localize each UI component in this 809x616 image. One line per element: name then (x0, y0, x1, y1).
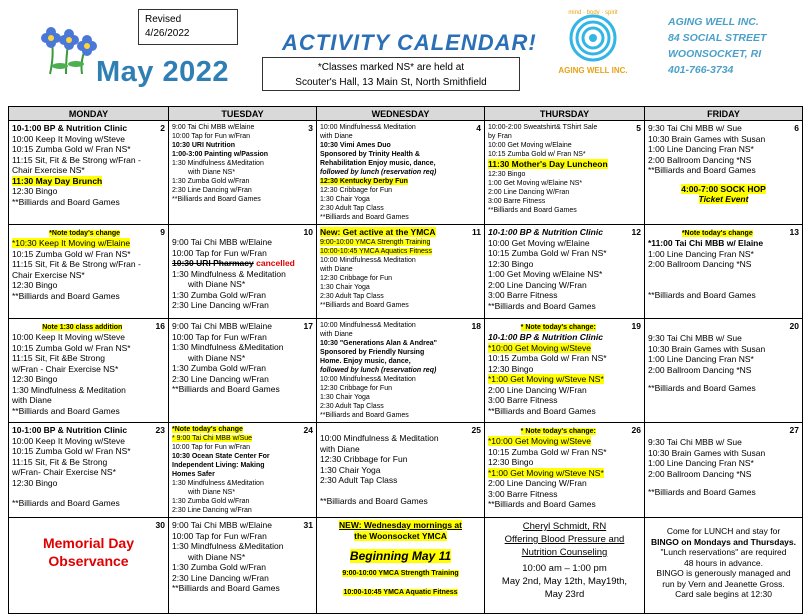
activity: 2:30 Adult Tap Class (320, 475, 398, 485)
activity: 2:30 Adult Tap Class (320, 292, 384, 300)
activity-highlight: 11:30 Mother's Day Luncheon (488, 159, 608, 169)
activity: 12:30 Cribbage for Fun (320, 187, 392, 194)
ymca-heading: the Woonsocket YMCA (354, 530, 447, 541)
activity: **Billiards and Board Games (488, 300, 596, 311)
info-line: BINGO on Mondays and Thursdays. (651, 536, 796, 547)
org-street: 84 SOCIAL STREET (668, 32, 767, 44)
activity-highlight: *10:30 Keep It Moving w/Elaine (12, 238, 131, 248)
change-note: * Note today's change: (520, 324, 596, 331)
activity: **Billiards and Board Games (12, 196, 120, 207)
activity: **Billiards and Board Games (12, 498, 120, 508)
activity: 1:30 Zumba Gold w/Fran (172, 289, 267, 300)
day-cell-may-17 (169, 319, 317, 423)
activity: 1:00 Get Moving w/Elaine NS* (488, 269, 603, 279)
calendar-header (0, 0, 809, 106)
day-cell-may-16 (9, 319, 169, 423)
activity: 1:00 Get Moving w/Elaine NS* (488, 179, 583, 187)
activity: 10:00 Keep It Moving w/Steve (12, 332, 125, 342)
ymca-info-cell (317, 518, 485, 614)
activity: 1:00 Line Dancing Fran NS* (648, 144, 754, 154)
activity: 10:00 Mindfulness& Meditation (320, 322, 416, 329)
activity-highlight: * 9:00 Tai Chi MBB w/Sue (172, 435, 253, 442)
activity: 1:30 Zumba Gold w/Fran (172, 498, 250, 505)
activity: 12:30 Cribbage for Fun (320, 454, 408, 464)
activity: **Billiards and Board Games (12, 290, 120, 301)
day-number: 3 (308, 123, 313, 133)
day-cell-may-10 (169, 225, 317, 319)
month-title: May 2022 (96, 56, 229, 88)
day-number: 13 (789, 227, 799, 237)
activity: 1:30 Chair Yoga (320, 464, 381, 475)
activity: 10:30 Brain Games with Susan (648, 343, 766, 354)
activity: 10:00 Mindfulness& Meditation (320, 376, 416, 383)
activity: 12:30 Bingo (488, 457, 534, 467)
ymca-note: New: Get active at the YMCA (320, 227, 436, 237)
activity: with Diane NS* (188, 551, 246, 562)
location-note (262, 57, 520, 91)
day-cell-may-11 (317, 225, 485, 319)
activity: 3:00 Barre Fitness (488, 197, 546, 205)
activity: Independent Living: Making (172, 462, 265, 469)
day-number: 10 (303, 227, 313, 237)
spiral-logo-icon (548, 8, 638, 66)
activity: 1:00 Line Dancing Fran NS* (648, 248, 754, 259)
activity: 12:30 Bingo (12, 374, 58, 384)
day-cell-may-12 (485, 225, 645, 319)
activity: 2:00 Ballroom Dancing *NS (648, 364, 752, 375)
activity: with Diane (320, 133, 353, 140)
activity: 10:00-2:00 Sweatshirt& TShirt Sale (488, 124, 598, 131)
activity: 10:00 Mindfulness& Meditation (320, 256, 416, 264)
activity: followed by lunch (reservation req) (320, 169, 437, 176)
activity: 2:30 Adult Tap Class (320, 205, 384, 212)
activity: 9:30 Tai Chi MBB w/ Sue (648, 333, 742, 343)
activity: 2:00 Line Dancing W/Fran (488, 384, 587, 395)
calendar-title: ACTIVITY CALENDAR! (282, 30, 537, 55)
change-note: Note 1:30 class addition (42, 324, 123, 331)
day-cell-may-3 (169, 121, 317, 225)
activity: 3:00 Barre Fitness (488, 488, 558, 499)
activity: 1:30 Chair Yoga (320, 196, 370, 203)
activity: 3:00 Barre Fitness (488, 290, 558, 300)
activity: **Billiards and Board Games (320, 412, 409, 419)
change-note: *Note today's change (49, 230, 121, 237)
activity-highlight: *10:00 Get Moving w/Steve (488, 436, 592, 446)
activity: 10:00 Tap for Fun w/Fran (172, 331, 267, 342)
activity: 1:30 Chair Yoga (320, 283, 370, 291)
activity: 10:30 "Generations Alan & Andrea" (320, 340, 437, 347)
info-line: Come for LUNCH and stay for (666, 526, 781, 536)
nurse-service: Offering Blood Pressure and (504, 534, 625, 545)
revised-label: Revised (145, 14, 182, 25)
activity-highlight: 11:30 May Day Brunch (12, 175, 103, 186)
activity: 3:00 Barre Fitness (488, 395, 558, 405)
activity: **Billiards and Board Games (320, 301, 409, 309)
activity: 2:00 Line Dancing W/Fran (488, 478, 587, 488)
activity: 9:00 Tai Chi MBB w/Elaine (172, 124, 255, 131)
cancelled-label: cancelled (256, 258, 295, 268)
activity: 10:15 Zumba Gold w/ Fran NS* (488, 446, 607, 457)
activity: 1:30 Zumba Gold w/Fran (172, 178, 250, 185)
activity: 12:30 Bingo (12, 477, 58, 488)
day-cell-may-31 (169, 518, 317, 614)
activity: 10:00 Tap for Fun w/Fran (172, 133, 251, 140)
activity: 10-1:00 BP & Nutrition Clinic (488, 332, 603, 342)
activity: with Diane (320, 443, 360, 454)
activity-highlight: 4:00-7:00 SOCK HOP (681, 183, 766, 194)
activity: *11:00 Tai Chi MBB w/ Elaine (648, 238, 764, 248)
activity: 10-1:00 BP & Nutrition Clinic (12, 425, 128, 435)
activity: 10:30 Brain Games with Susan (648, 133, 766, 144)
week-row-5 (9, 518, 803, 614)
activity: by Fran (488, 133, 512, 140)
memorial-day-label (12, 534, 165, 570)
activity: **Billiards and Board Games (12, 405, 120, 416)
activity: 12:30 Bingo (488, 363, 534, 374)
change-note: * Note today's change: (520, 428, 596, 435)
org-city: WOONSOCKET, RI (668, 48, 762, 60)
day-cell-may-4 (317, 121, 485, 225)
activity: 2:00 Line Dancing W/Fran (488, 279, 587, 290)
activity: 2:30 Adult Tap Class (320, 403, 384, 410)
day-cell-may-25 (317, 423, 485, 518)
nurse-dates: May 2nd, May 12th, May19th, (501, 576, 628, 587)
day-number: 5 (636, 123, 641, 133)
location-note-line1: *Classes marked NS* are held at (317, 62, 465, 73)
activity: with Diane (320, 265, 353, 273)
ymca-class: 10:00-10:45 YMCA Aquatic Fitness (343, 589, 458, 596)
activity: 12:30 Cribbage for Fun (320, 385, 392, 392)
nurse-service: Nutrition Counseling (521, 547, 608, 558)
activity: **Billiards and Board Games (320, 495, 428, 506)
activity: 10:00 Keep It Moving w/Steve (12, 435, 125, 446)
activity: 2:00 Ballroom Dancing *NS (648, 154, 752, 165)
day-number: 12 (631, 227, 641, 237)
day-header-tuesday: TUESDAY (169, 107, 317, 121)
activity: 10:15 Zumba Gold w/ Fran NS* (12, 342, 131, 353)
activity: 10:00 Keep It Moving w/Steve (12, 133, 125, 144)
activity: 9:00 Tai Chi MBB w/Elaine (172, 237, 273, 247)
day-cell-may-23 (9, 423, 169, 518)
activity: Sponsored by Friendly Nursing (320, 349, 425, 356)
activity: 10:30 URI Nutrition (172, 142, 236, 149)
activity: 1:30 Mindfulness & Meditation (172, 268, 286, 279)
day-number: 4 (476, 123, 481, 133)
activity: Sponsored by Trinity Health & (320, 151, 420, 158)
ymca-class: 9:00-10:00 YMCA Strength Training (342, 570, 459, 577)
activity: 10:30 Brain Games with Susan (648, 447, 766, 458)
activity: Chair Exercise NS* (12, 165, 85, 175)
activity: with Diane NS* (188, 279, 246, 289)
activity: followed by lunch (reservation req) (320, 367, 437, 374)
activity: **Billiards and Board Games (172, 384, 280, 394)
day-cell-may-6 (645, 121, 803, 225)
activity: 2:30 Line Dancing w/Fran (172, 187, 252, 194)
info-line: BINGO is generously managed and (656, 568, 791, 578)
activity-highlight: *1:00 Get Moving w/Steve NS* (488, 374, 604, 384)
activity: Rehabilitation Enjoy music, dance, (320, 160, 436, 167)
activity: 1:30 Zumba Gold w/Fran (172, 363, 267, 373)
nurse-name: Cheryl Schmidt, RN (522, 521, 607, 532)
activity: 1:30 Mindfulness &Meditation (172, 480, 264, 487)
activity: 10-1:00 BP & Nutrition Clinic (12, 123, 128, 133)
activity: 2:00 Ballroom Dancing *NS (648, 468, 752, 479)
activity: w/Fran - Chair Exercise NS* (12, 363, 119, 374)
activity: with Diane NS* (188, 352, 246, 363)
activity: 10:00 Tap for Fun w/Fran (172, 247, 267, 258)
flowers-icon (32, 26, 102, 76)
day-number: 9 (160, 227, 165, 237)
activity-highlight: *1:00 Get Moving w/Steve NS* (488, 467, 604, 478)
day-header-thursday: THURSDAY (485, 107, 645, 121)
change-note: *Note today's change (681, 230, 753, 237)
day-number: 31 (303, 520, 313, 530)
holiday-line: Memorial Day (42, 535, 135, 551)
activity: 2:30 Line Dancing w/Fran (172, 300, 269, 310)
org-phone: 401-766-3734 (668, 64, 734, 76)
activity: 1:30 Zumba Gold w/Fran (172, 562, 267, 572)
activity: 10:15 Zumba Gold w/ Fran NS* (488, 248, 607, 258)
activity: **Billiards and Board Games (172, 196, 261, 203)
day-cell-may-27 (645, 423, 803, 518)
activity: 2:30 Line Dancing w/Fran (172, 507, 252, 514)
week-row-2 (9, 225, 803, 319)
activity: **Billiards and Board Games (488, 206, 577, 214)
logo-text: AGING WELL INC. (558, 66, 628, 75)
activity-highlight: *10:00 Get Moving w/Steve (488, 342, 592, 353)
logo-arc-text: mind · body · spirit (568, 10, 618, 16)
day-cell-may-26 (485, 423, 645, 518)
activity: Chair Exercise NS* (12, 269, 85, 280)
activity: 11:15 Sit, Fit & Be Strong w/Fran - (12, 154, 141, 165)
activity-calendar-table (8, 106, 803, 614)
day-cell-may-24 (169, 423, 317, 518)
weekday-header-row (9, 107, 803, 121)
day-number: 16 (155, 321, 165, 331)
activity: 1:30 Mindfulness &Meditation (172, 342, 284, 352)
activity: 10-1:00 BP & Nutrition Clinic (488, 227, 603, 237)
activity: 10:00 Mindfulness& Meditation (320, 124, 416, 131)
revised-box (138, 9, 238, 45)
activity-highlight: Ticket Event (698, 194, 749, 204)
activity: 12:30 Bingo (488, 170, 526, 178)
org-address (668, 14, 766, 78)
holiday-line: Observance (48, 553, 129, 569)
day-header-friday: FRIDAY (645, 107, 803, 121)
nurse-dates: May 23rd (544, 589, 585, 600)
info-line: run by Vern and Jeanette Gross. (662, 578, 785, 589)
revised-date: 4/26/2022 (145, 28, 190, 39)
activity-highlight: 12:30 Kentucky Derby Fun (320, 178, 408, 185)
day-cell-may-20 (645, 319, 803, 423)
day-cell-may-9 (9, 225, 169, 319)
activity: **Billiards and Board Games (648, 383, 756, 393)
activity: 12:30 Bingo (12, 186, 58, 196)
activity: 1:00 Line Dancing Fran NS* (648, 458, 754, 468)
activity: 10:15 Zumba Gold w/ Fran NS* (12, 248, 131, 259)
day-number: 6 (794, 123, 799, 133)
day-cell-may-30 (9, 518, 169, 614)
day-cell-may-13 (645, 225, 803, 319)
activity: **Billiards and Board Games (172, 583, 280, 593)
activity: 10:00 Tap for Fun w/Fran (172, 444, 251, 451)
ymca-start-date: Beginning May 11 (349, 549, 452, 563)
activity: with Diane NS* (188, 489, 236, 496)
ymca-heading: NEW: Wednesday mornings at (339, 520, 462, 530)
activity: 11:15 Sit, Fit &Be Strong (12, 353, 105, 363)
activity: 12:30 Bingo (488, 258, 534, 269)
activity-highlight: 10:00-10:45 YMCA Aquatics Fitness (320, 247, 432, 255)
day-number: 26 (631, 425, 641, 435)
day-number: 18 (471, 321, 481, 331)
activity: 10:30 Vimi Ames Duo (320, 142, 391, 149)
activity: **Billiards and Board Games (648, 165, 756, 175)
activity: 1:30 Chair Yoga (320, 394, 370, 401)
day-number: 19 (631, 321, 641, 331)
day-cell-may-2 (9, 121, 169, 225)
activity: 12:30 Cribbage for Fun (320, 274, 392, 282)
day-cell-may-5 (485, 121, 645, 225)
activity: 2:00 Line Dancing W/Fran (488, 188, 570, 196)
activity: with Diane (320, 331, 353, 338)
day-cell-may-19 (485, 319, 645, 423)
activity: Homes Safer (172, 471, 215, 478)
day-header-wednesday: WEDNESDAY (317, 107, 485, 121)
activity: 2:30 Line Dancing w/Fran (172, 373, 269, 384)
activity: 1:30 Mindfulness &Meditation (172, 160, 264, 167)
activity-highlight: 9:00-10:00 YMCA Strength Training (320, 238, 431, 246)
activity: with Diane (12, 395, 52, 405)
activity: w/Fran- Chair Exercise NS* (12, 467, 116, 477)
day-number: 30 (155, 520, 165, 530)
activity: 9:30 Tai Chi MBB w/ Sue (648, 123, 742, 133)
activity: 10:15 Zumba Gold w/ Fran NS* (12, 144, 131, 154)
activity: 2:00 Ballroom Dancing *NS (648, 259, 752, 269)
activity: 11:15 Sit, Fit & Be Strong (12, 456, 108, 467)
day-number: 11 (472, 227, 481, 237)
activity: 1:30 Mindfulness & Meditation (12, 384, 126, 395)
activity: 1:00 Line Dancing Fran NS* (648, 354, 754, 364)
activity: **Billiards and Board Games (488, 499, 596, 509)
day-number: 2 (160, 123, 165, 133)
activity: 1:30 Mindfulness &Meditation (172, 541, 284, 551)
day-number: 20 (789, 321, 799, 331)
activity: 1:00-3:00 Painting w/Passion (172, 151, 269, 158)
day-number: 25 (471, 425, 481, 435)
org-name: AGING WELL INC. (668, 16, 759, 28)
location-note-line2: Scouter's Hall, 13 Main St, North Smithfield (295, 77, 487, 88)
week-row-4 (9, 423, 803, 518)
aging-well-logo (548, 8, 638, 88)
activity: Home. Enjoy music, dance, (320, 358, 411, 365)
activity: 10:00 Tap for Fun w/Fran (172, 530, 267, 541)
info-line: "Lunch reservations" are required (660, 547, 787, 557)
activity: 10:00 Get Moving w/Elaine (488, 237, 590, 248)
day-number: 17 (303, 321, 313, 331)
activity: with Diane NS* (188, 169, 236, 176)
activity: 11:15 Sit, Fit & Be Strong w/Fran - (12, 259, 141, 269)
activity: 12:30 Bingo (12, 280, 58, 290)
info-line: 48 hours in advance. (684, 557, 763, 568)
activity: **Billiards and Board Games (648, 487, 756, 497)
nurse-hours: 10:00 am – 1:00 pm (522, 563, 607, 574)
activity: 10:15 Zumba Gold w/ Fran NS* (488, 353, 607, 363)
day-number: 23 (155, 425, 165, 435)
week-row-3 (9, 319, 803, 423)
activity: 10:30 Ocean State Center For (172, 453, 270, 460)
day-cell-may-18 (317, 319, 485, 423)
activity: 10:00 Get Moving w/Elaine (488, 142, 572, 149)
activity: **Billiards and Board Games (648, 289, 756, 300)
info-line: Card sale begins at 12:30 (675, 589, 772, 599)
day-number: 27 (789, 425, 799, 435)
activity: 9:00 Tai Chi MBB w/Elaine (172, 321, 273, 331)
activity: 9:00 Tai Chi MBB w/Elaine (172, 520, 273, 530)
cancelled-activity: 10:30 URI Pharmacy (172, 258, 254, 268)
activity: **Billiards and Board Games (488, 405, 596, 416)
nurse-info-cell (485, 518, 645, 614)
activity: 10:15 Zumba Gold w/ Fran NS* (488, 151, 586, 158)
activity: 9:30 Tai Chi MBB w/ Sue (648, 437, 742, 447)
week-row-1 (9, 121, 803, 225)
activity: 10:15 Zumba Gold w/ Fran NS* (12, 446, 131, 456)
day-number: 24 (303, 425, 313, 435)
lunch-bingo-cell (645, 518, 803, 614)
change-note: *Note today's change (172, 426, 243, 433)
activity: **Billiards and Board Games (320, 214, 409, 221)
activity: 2:30 Line Dancing w/Fran (172, 572, 269, 583)
day-header-monday: MONDAY (9, 107, 169, 121)
activity: 10:00 Mindfulness & Meditation (320, 433, 439, 443)
